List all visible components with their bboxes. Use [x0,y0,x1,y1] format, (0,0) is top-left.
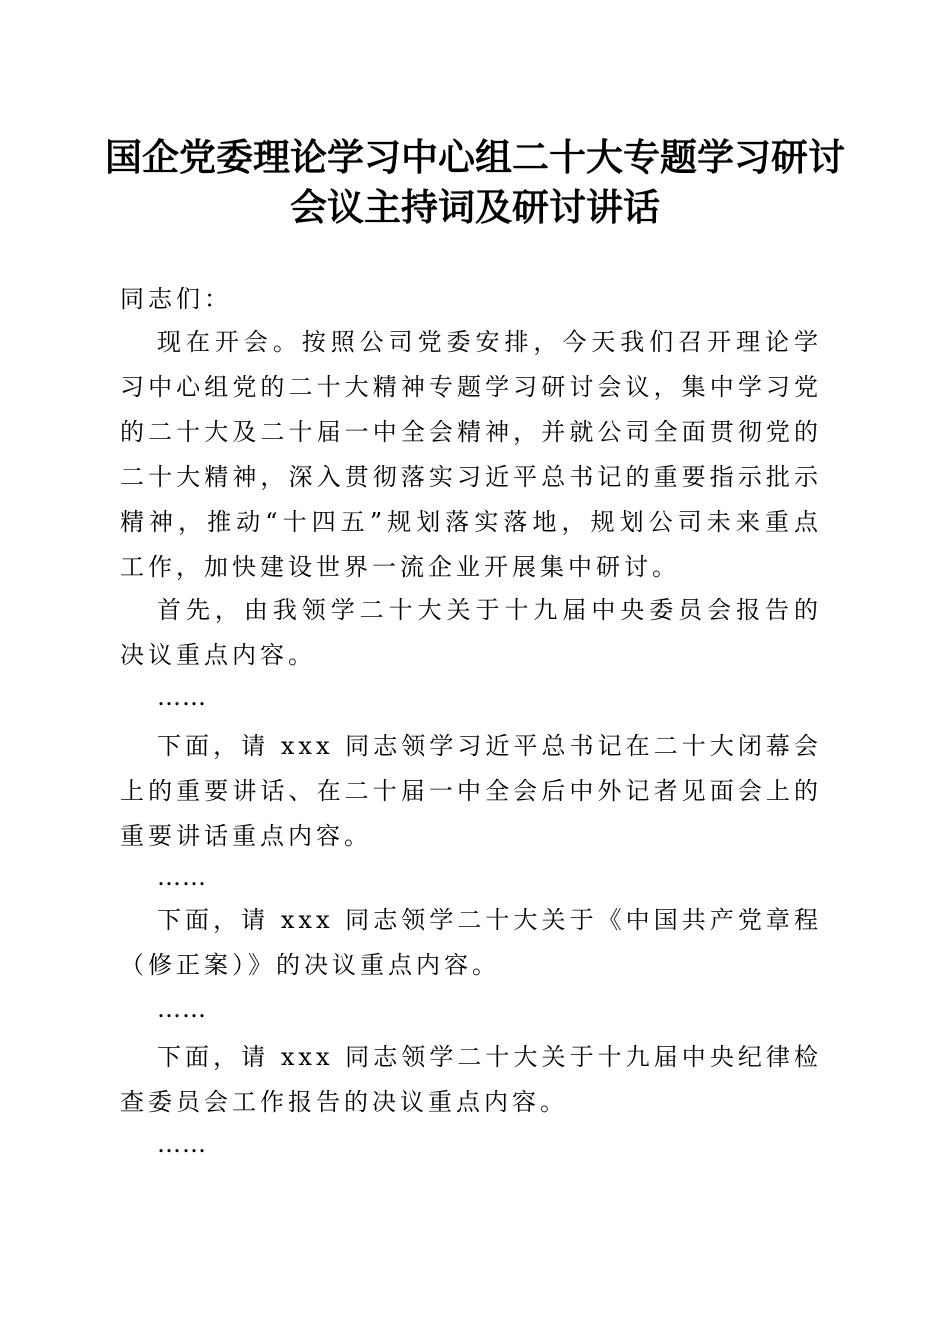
ellipsis-3: …… [157,995,207,1023]
paragraph-third-study: 下面，请 xxx 同志领学二十大关于《中国共产党章程（修正案）》的决议重点内容。 [120,906,822,979]
document-title [100,132,850,232]
ellipsis-4: …… [157,1130,207,1158]
paragraph-first-study: 首先，由我领学二十大关于十九届中央委员会报告的决议重点内容。 [120,596,822,669]
paragraph-second-study: 下面，请 xxx 同志领学习近平总书记在二十大闭幕会上的重要讲话、在二十届一中全会后中外记者见面会上的重要讲话重点内容。 [120,732,822,850]
paragraph-opening: 现在开会。按照公司党委安排，今天我们召开理论学习中心组党的二十大精神专题学习研讨会议，集中学习党的二十大及二十届一中全会精神，并就公司全面贯彻党的二十大精神，深入贯彻落实习近平总书记的重要指示批示精神，推动“十四五”规划落实落地，规划公司未来重点工作，加快建设世界一流企业开展集中研讨。 [120,328,822,581]
ellipsis-2: …… [157,863,207,891]
paragraph-fourth-study: 下面，请 xxx 同志领学二十大关于十九届中央纪律检查委员会工作报告的决议重点内容。 [120,1043,822,1116]
salutation: 同志们： [120,285,232,313]
ellipsis-1: …… [157,683,207,711]
title-line-2: 会议主持词及研讨讲话 [290,185,660,229]
title-line-1: 国企党委理论学习中心组二十大专题学习研讨 [105,135,845,179]
